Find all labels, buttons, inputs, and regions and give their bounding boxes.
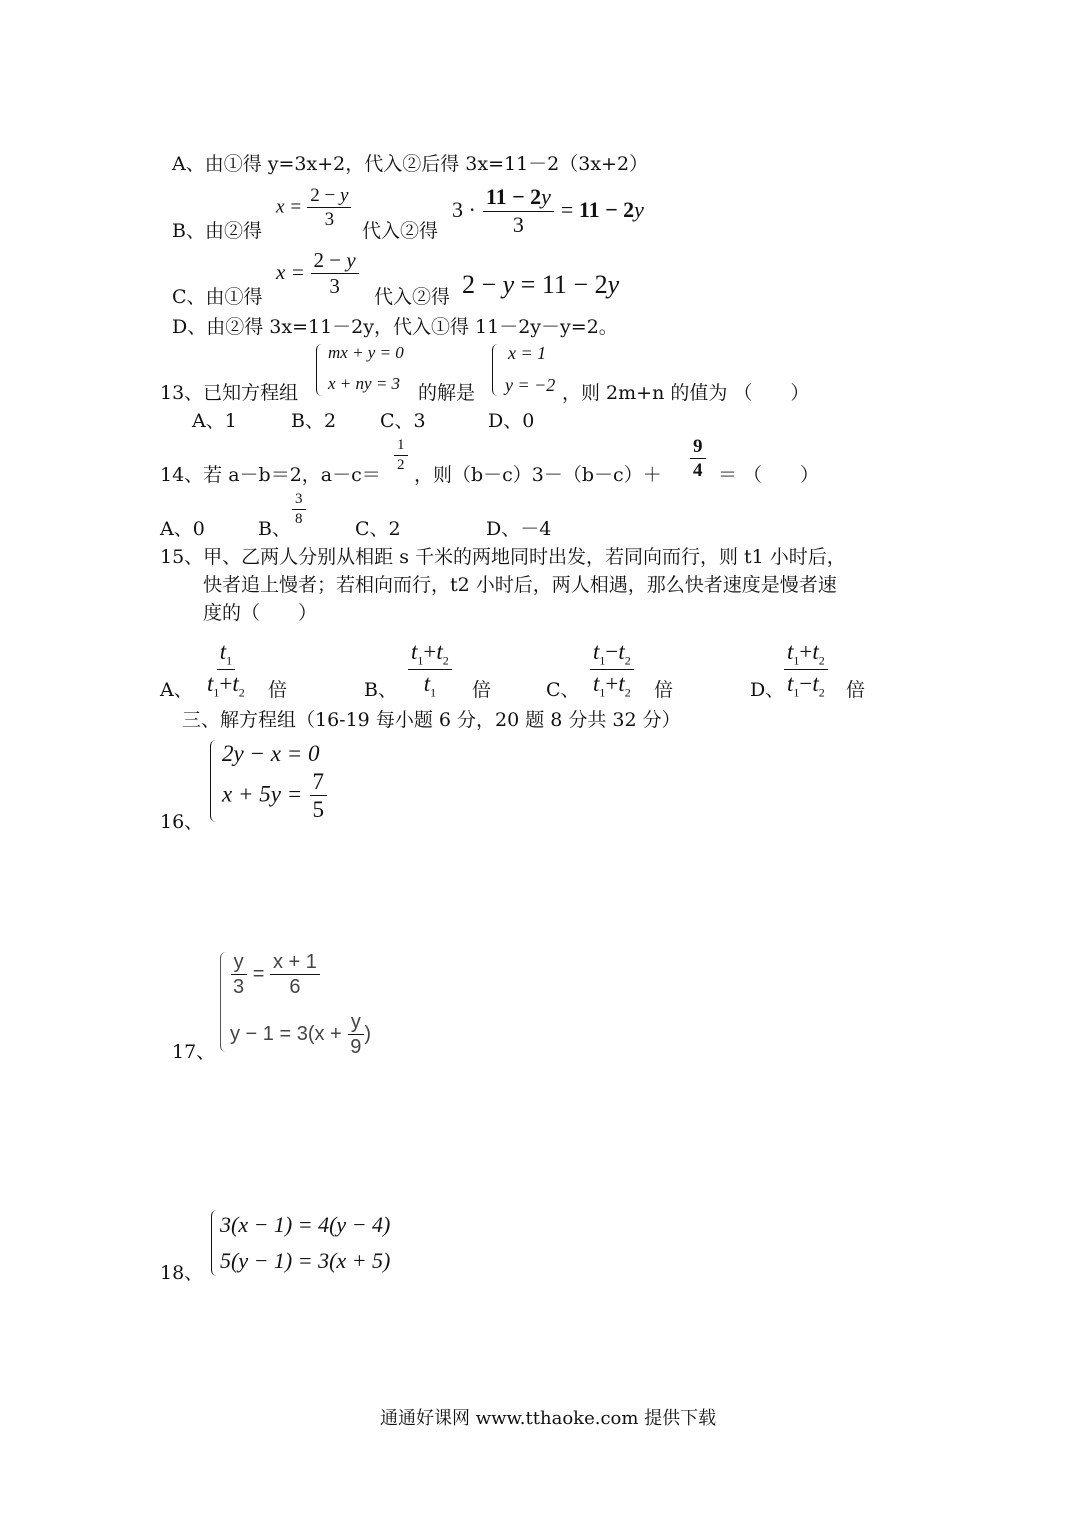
q13-system-brace (316, 344, 323, 396)
q12-option-c-expr2: 2 − y = 11 − 2y (462, 270, 620, 299)
q14-frac-half: $\frac{1}{2}$ (394, 438, 408, 473)
q14-option-d: D、－4 (486, 518, 552, 540)
q15-option-a-frac: $\frac{t_1}{t_1+t_2}$ (207, 639, 245, 700)
q12-option-a: A、由①得 y=3x+2，代入②后得 3x=11－2（3x+2） (172, 153, 649, 175)
q18-eq2: 5(y − 1) = 3(x + 5) (220, 1248, 391, 1273)
q13-option-b: B、2 (291, 410, 337, 432)
q13-suffix: ，则 2m+n 的值为 （ ） (562, 382, 810, 404)
q14-prefix: 14、若 a－b＝2，a－c＝ (160, 464, 381, 486)
q15-line3: 度的（ ） (203, 602, 318, 624)
page-footer: 通通好课网 www.tthaoke.com 提供下载 (380, 1408, 717, 1429)
q16-label: 16、 (160, 811, 204, 833)
q14-frac-nine-quarters: $\frac{9}{4}$ (690, 437, 706, 480)
q13-option-c: C、3 (380, 410, 426, 432)
q15-option-c-unit: 倍 (654, 679, 674, 701)
q17-eq2: y − 1 = 3(x + $\frac{y}{9}$ ) (230, 1011, 372, 1058)
q12-option-c-label: C、由①得 (172, 286, 263, 308)
q15-option-a-unit: 倍 (268, 679, 288, 701)
q15-option-b-label: B、 (364, 679, 397, 701)
q15-option-c-label: C、 (546, 679, 580, 701)
q13-solution-brace (492, 344, 499, 396)
q13-eq1: mx + y = 0 (328, 343, 404, 362)
q14-option-b: B、 (258, 518, 291, 540)
q18-eq1: 3(x − 1) = 4(y − 4) (220, 1212, 391, 1237)
q18-brace (211, 1210, 218, 1276)
q15-option-d-frac: $\frac{t_1+t_2}{t_1-t_2}$ (784, 640, 828, 698)
q12-option-b-expr1: x = $\frac{2 - y}{3}$ (276, 186, 351, 229)
q13-option-d: D、0 (488, 410, 535, 432)
q17-brace (220, 952, 227, 1052)
q13-sol2: y = −2 (505, 375, 556, 395)
q14-suffix: ＝ （ ） (718, 464, 820, 486)
q15-option-d-unit: 倍 (846, 679, 866, 701)
q14-option-c: C、2 (355, 518, 401, 540)
q17-eq1: $\frac{y}{3}$ = $\frac{x + 1}{6}$ (230, 952, 320, 997)
q12-option-d: D、由②得 3x=11－2y，代入①得 11－2y－y=2。 (172, 316, 618, 338)
q13-prefix: 13、已知方程组 (160, 382, 299, 404)
q12-option-b-mid: 代入②得 (362, 220, 439, 242)
q13-sol1: x = 1 (508, 343, 547, 363)
q14-frac-b: $\frac{3}{8}$ (292, 492, 306, 527)
q14-option-a: A、0 (160, 518, 205, 540)
q15-option-b-frac: $\frac{t_1+t_2}{t_1}$ (408, 640, 452, 698)
q15-option-d-label: D、 (750, 679, 785, 701)
q15-option-a-label: A、 (160, 679, 193, 701)
q12-option-c-mid: 代入②得 (374, 286, 451, 308)
q13-eq2: x + ny = 3 (328, 374, 401, 393)
q15-line2: 快者追上慢者；若相向而行，t2 小时后，两人相遇，那么快者速度是慢者速 (203, 574, 837, 596)
q13-option-a: A、1 (192, 410, 237, 432)
q15-option-b-unit: 倍 (472, 679, 492, 701)
q14-mid: ，则（b－c）3－（b－c）＋ (414, 464, 662, 486)
q16-eq2: x + 5y = $\frac{7}{5}$ (222, 770, 327, 821)
section3-title: 三、解方程组（16-19 每小题 6 分，20 题 8 分共 32 分） (182, 709, 681, 731)
q16-brace (210, 740, 218, 822)
q18-label: 18、 (160, 1262, 204, 1284)
q16-eq1: 2y − x = 0 (222, 741, 320, 766)
q12-option-b-label: B、由②得 (172, 220, 262, 242)
q12-option-c-expr1: x = $\frac{2 - y}{3}$ (276, 250, 359, 297)
q15-line1: 15、甲、乙两人分别从相距 s 千米的两地同时出发，若同向而行，则 t1 小时后， (160, 546, 846, 568)
q12-option-b-expr2: 3 · $\frac{11 - 2y}{3}$ = 11 − 2y (452, 184, 644, 237)
q17-label: 17、 (172, 1041, 216, 1063)
q13-mid: 的解是 (418, 382, 476, 404)
q15-option-c-frac: $\frac{t_1-t_2}{t_1+t_2}$ (590, 640, 634, 698)
